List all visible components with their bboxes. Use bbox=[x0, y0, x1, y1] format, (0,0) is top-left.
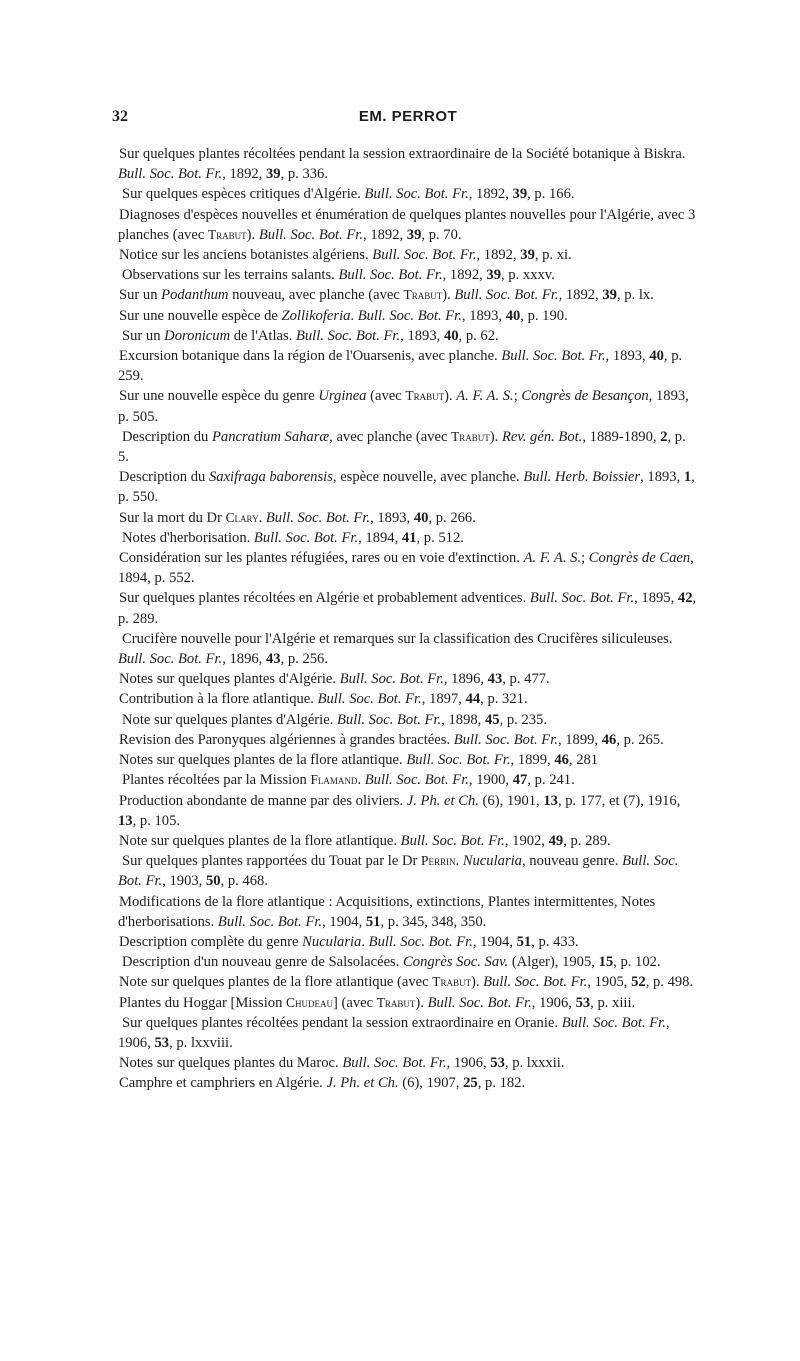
bibliography-entry: Description du Saxifraga baborensis, espèce nouvelle, avec planche. Bull. Herb. Boissier, 1893, 1, p. 550. bbox=[118, 469, 695, 506]
bibliography-entry: Note sur quelques plantes de la flore atlantique (avec Trabut). Bull. Soc. Bot. Fr., 1905, 52, p. 498. bbox=[119, 974, 694, 991]
bibliography-entry: Notes sur quelques plantes de la flore atlantique. Bull. Soc. Bot. Fr., 1899, 46, 281 bbox=[119, 752, 599, 769]
bibliography-entry: Note sur quelques plantes de la flore atlantique. Bull. Soc. Bot. Fr., 1902, 49, p. 289. bbox=[119, 832, 611, 849]
bibliography-entry: Production abondante de manne par des oliviers. J. Ph. et Ch. (6), 1901, 13, p. 177, et (7), 1916, 13, p. 105. bbox=[118, 792, 681, 829]
bibliography-entry: Sur une nouvelle espèce du genre Urginea (avec Trabut). A. F. A. S.; Congrès de Besançon, 1893, p. 505. bbox=[118, 388, 689, 425]
bibliography-entry: Notice sur les anciens botanistes algériens. Bull. Soc. Bot. Fr., 1892, 39, p. xi. bbox=[119, 247, 572, 264]
running-head: EM. PERROT bbox=[358, 108, 458, 125]
bibliography-entry: Sur la mort du Dr Clary. Bull. Soc. Bot. Fr., 1893, 40, p. 266. bbox=[119, 509, 476, 526]
bibliography-entry: Description d'un nouveau genre de Salsolacées. Congrès Soc. Sav. (Alger), 1905, 15, p. 102. bbox=[122, 954, 661, 971]
bibliography-entry: Crucifère nouvelle pour l'Algérie et remarques sur la classification des Crucifères siliculeuses. Bull. Soc. Bot. Fr., 1896, 43, p. 256. bbox=[118, 630, 673, 668]
bibliography-entry: Revision des Paronyques algériennes à grandes bractées. Bull. Soc. Bot. Fr., 1899, 46, p. 265. bbox=[119, 731, 664, 748]
bibliography-entry: Description complète du genre Nucularia. Bull. Soc. Bot. Fr., 1904, 51, p. 433. bbox=[119, 933, 579, 950]
bibliography-entry: Sur quelques plantes récoltées en Algérie et probablement adventices. Bull. Soc. Bot. Fr., 1895, 42, p. 289. bbox=[118, 590, 697, 627]
bibliography-entry: Considération sur les plantes réfugiées, rares ou en voie d'extinction. A. F. A. S.; Congrès de Caen, 1894, p. 552. bbox=[118, 550, 694, 587]
bibliography-entry: Observations sur les terrains salants. Bull. Soc. Bot. Fr., 1892, 39, p. xxxv. bbox=[122, 267, 555, 284]
page-number: 32 bbox=[112, 108, 128, 125]
bibliography-entry: Camphre et camphriers en Algérie. J. Ph. et Ch. (6), 1907, 25, p. 182. bbox=[119, 1075, 526, 1092]
bibliography-entry: Sur quelques plantes rapportées du Touat par le Dr Perrin. Nucularia, nouveau genre. Bull. Soc. Bot. Fr., 1903, 50, p. 468. bbox=[118, 853, 679, 890]
bibliography-entry: Notes d'herborisation. Bull. Soc. Bot. Fr., 1894, 41, p. 512. bbox=[122, 529, 464, 546]
bibliography-entry: Contribution à la flore atlantique. Bull. Soc. Bot. Fr., 1897, 44, p. 321. bbox=[119, 691, 528, 708]
bibliography-entry: Description du Pancratium Saharæ, avec planche (avec Trabut). Rev. gén. Bot., 1889-1890, 2, p. 5. bbox=[118, 428, 686, 466]
bibliography-entry: Notes sur quelques plantes du Maroc. Bull. Soc. Bot. Fr., 1906, 53, p. lxxxii. bbox=[119, 1055, 565, 1072]
bibliography-entry: Sur quelques espèces critiques d'Algérie. Bull. Soc. Bot. Fr., 1892, 39, p. 166. bbox=[122, 186, 575, 203]
page-header bbox=[112, 108, 698, 130]
bibliography-entry: Note sur quelques plantes d'Algérie. Bull. Soc. Bot. Fr., 1898, 45, p. 235. bbox=[122, 711, 547, 728]
bibliography-entry: Excursion botanique dans la région de l'Ouarsenis, avec planche. Bull. Soc. Bot. Fr., 1893, 40, p. 259. bbox=[118, 348, 683, 385]
bibliography-entry: Diagnoses d'espèces nouvelles et énumération de quelques plantes nouvelles pour l'Algérie, avec 3 planches (avec Trabut). Bull. Soc. Bot. Fr., 1892, 39, p. 70. bbox=[118, 206, 696, 243]
bibliography-entry: Sur un Podanthum nouveau, avec planche (avec Trabut). Bull. Soc. Bot. Fr., 1892, 39, p. lx. bbox=[119, 287, 654, 304]
bibliography-entry: Sur une nouvelle espèce de Zollikoferia. Bull. Soc. Bot. Fr., 1893, 40, p. 190. bbox=[119, 307, 568, 324]
bibliography-list bbox=[118, 144, 698, 1094]
bibliography-entry: Modifications de la flore atlantique : Acquisitions, extinctions, Plantes intermittentes, Notes d'herborisations. Bull. Soc. Bot. Fr., 1904, 51, p. 345, 348, 350. bbox=[118, 893, 656, 930]
bibliography-entry: Plantes du Hoggar [Mission Chudeau] (avec Trabut). Bull. Soc. Bot. Fr., 1906, 53, p. xiii. bbox=[119, 994, 636, 1011]
bibliography-entry: Sur quelques plantes récoltées pendant la session extraordinaire de la Société botanique à Biskra. Bull. Soc. Bot. Fr., 1892, 39, p. 336. bbox=[118, 146, 686, 183]
bibliography-entry: Plantes récoltées par la Mission Flamand. Bull. Soc. Bot. Fr., 1900, 47, p. 241. bbox=[122, 772, 575, 789]
bibliography-entry: Sur quelques plantes récoltées pendant la session extraordinaire en Oranie. Bull. Soc. Bot. Fr., 1906, 53, p. lxxviii. bbox=[118, 1014, 670, 1051]
bibliography-entry: Sur un Doronicum de l'Atlas. Bull. Soc. Bot. Fr., 1893, 40, p. 62. bbox=[122, 327, 499, 344]
bibliography-entry: Notes sur quelques plantes d'Algérie. Bull. Soc. Bot. Fr., 1896, 43, p. 477. bbox=[119, 671, 550, 688]
